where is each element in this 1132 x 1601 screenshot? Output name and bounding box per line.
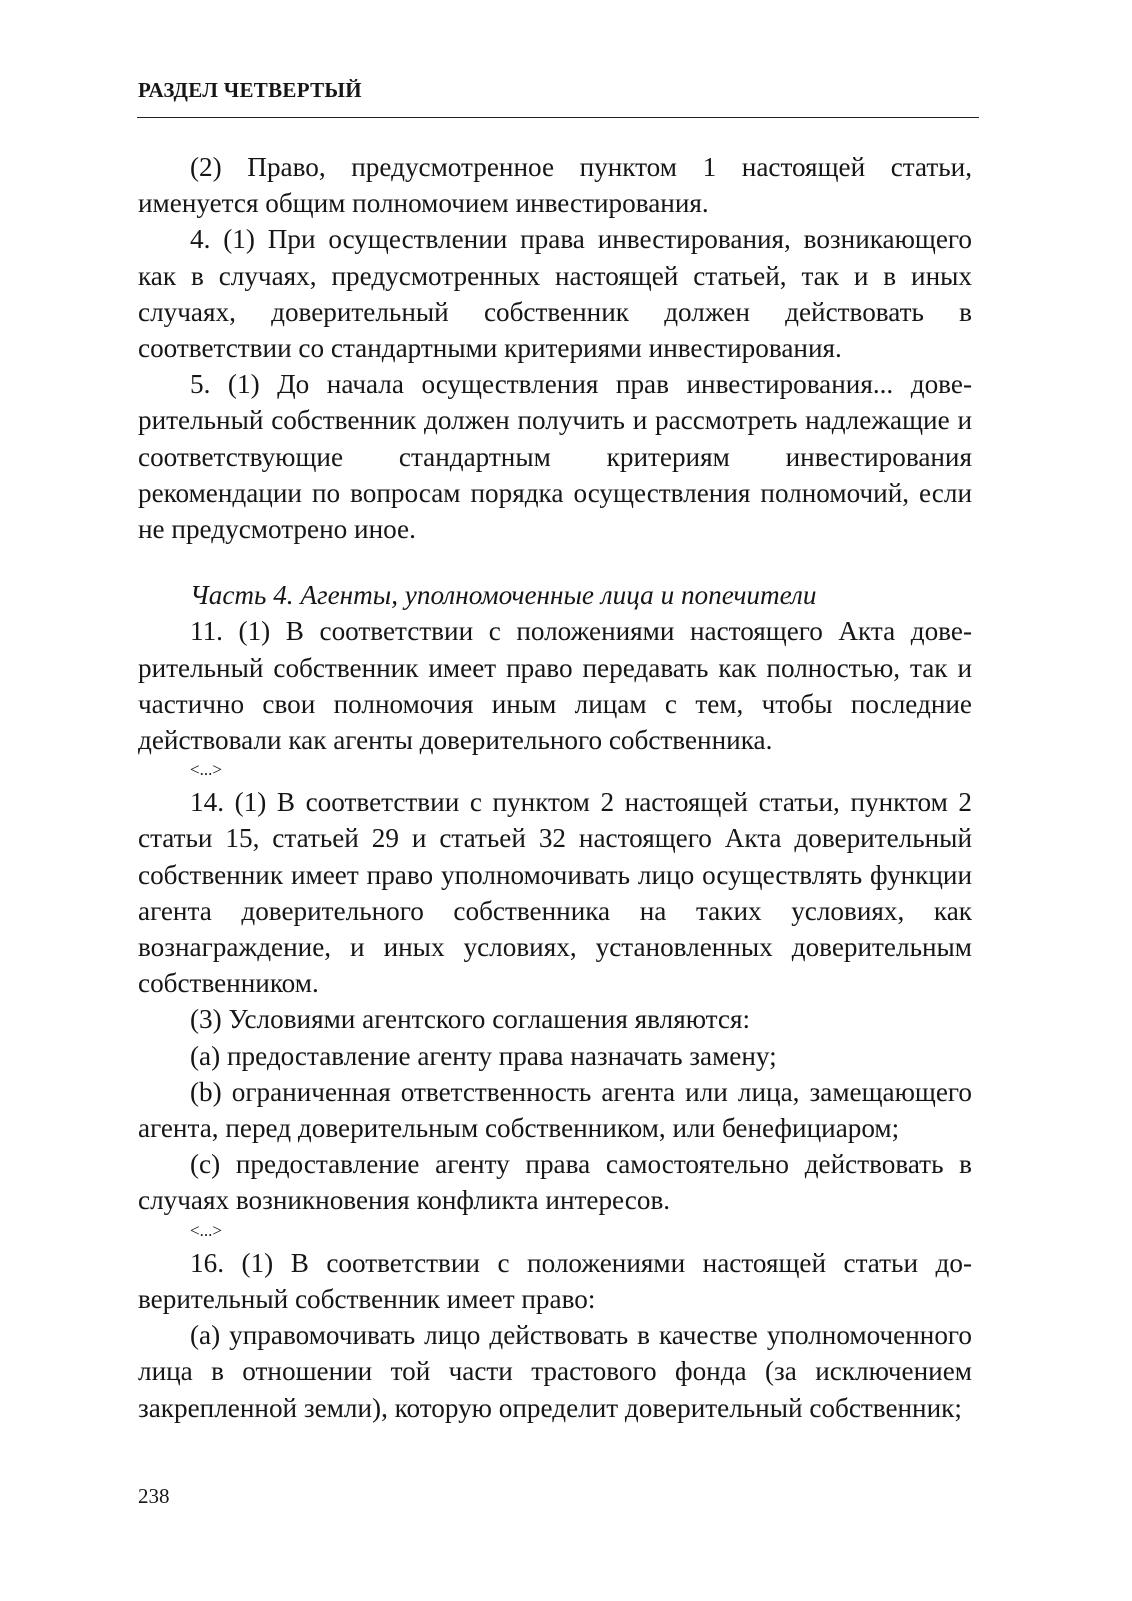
section-title: Часть 4. Агенты, уполномоченные лица и попечители	[190, 580, 817, 611]
paragraph: (3) Условиями агентского соглашения являются:	[190, 1004, 751, 1035]
header-rule	[137, 117, 979, 118]
paragraph: 5. (1) До начала осуществления прав инвестирования... доверительный собственник должен получить и рассмотреть надлежащие и соответствующие стандартным критериям инвестирования рекомендации по вопросам порядка осуществления полномочий, если не предусмотрено иное.	[138, 369, 972, 545]
paragraph: 14. (1) В соответствии с пунктом 2 настоящей статьи, пунктом 2 статьи 15, статьей 29 и статьей 32 настоящего Акта доверительный собственник имеет право уполномочивать лицо осуществлять функции агента доверительного собственника на таких условиях, как вознаграждение, и иных условиях, установленных доверительным собственником.	[138, 787, 972, 999]
list-item: (c) предоставление агенту права самостоятельно действовать в случаях возникновения конфликта интересов.	[138, 1149, 972, 1216]
paragraph: 4. (1) При осуществлении права инвестирования, возникающего как в случаях, предусмотренных настоящей статьей, так и в иных случаях, доверительный собственник должен действовать в соответствии со стандартными критериями инвестирования.	[138, 224, 972, 364]
elision-mark: <...>	[190, 760, 222, 780]
running-header: РАЗДЕЛ ЧЕТВЕРТЫЙ	[138, 78, 362, 102]
elision-mark: <...>	[190, 1220, 222, 1240]
page-number: 238	[138, 1484, 170, 1508]
paragraph: 11. (1) В соответствии с положениями настоящего Акта доверительный собственник имеет право передавать как полностью, так и частично свои полномочия иным лицам с тем, чтобы последние действовали как агенты доверительного собственника.	[138, 616, 972, 756]
list-item: (a) управомочивать лицо действовать в качестве уполномоченного лица в отношении той части трастового фонда (за исключением закрепленной земли), которую определит доверительный собственник;	[138, 1320, 972, 1423]
paragraph: (2) Право, предусмотренное пунктом 1 настоящей статьи, именуется общим полномочием инвестирования.	[138, 152, 972, 219]
paragraph: 16. (1) В соответствии с положениями настоящей статьи доверительный собственник имеет право:	[138, 1247, 972, 1314]
list-item: (b) ограниченная ответственность агента или лица, замещающего агента, перед доверительным собственником, или бенефициаром;	[138, 1076, 972, 1144]
list-item: (a) предоставление агенту права назначать замену;	[190, 1040, 777, 1071]
page-body	[138, 149, 972, 1426]
